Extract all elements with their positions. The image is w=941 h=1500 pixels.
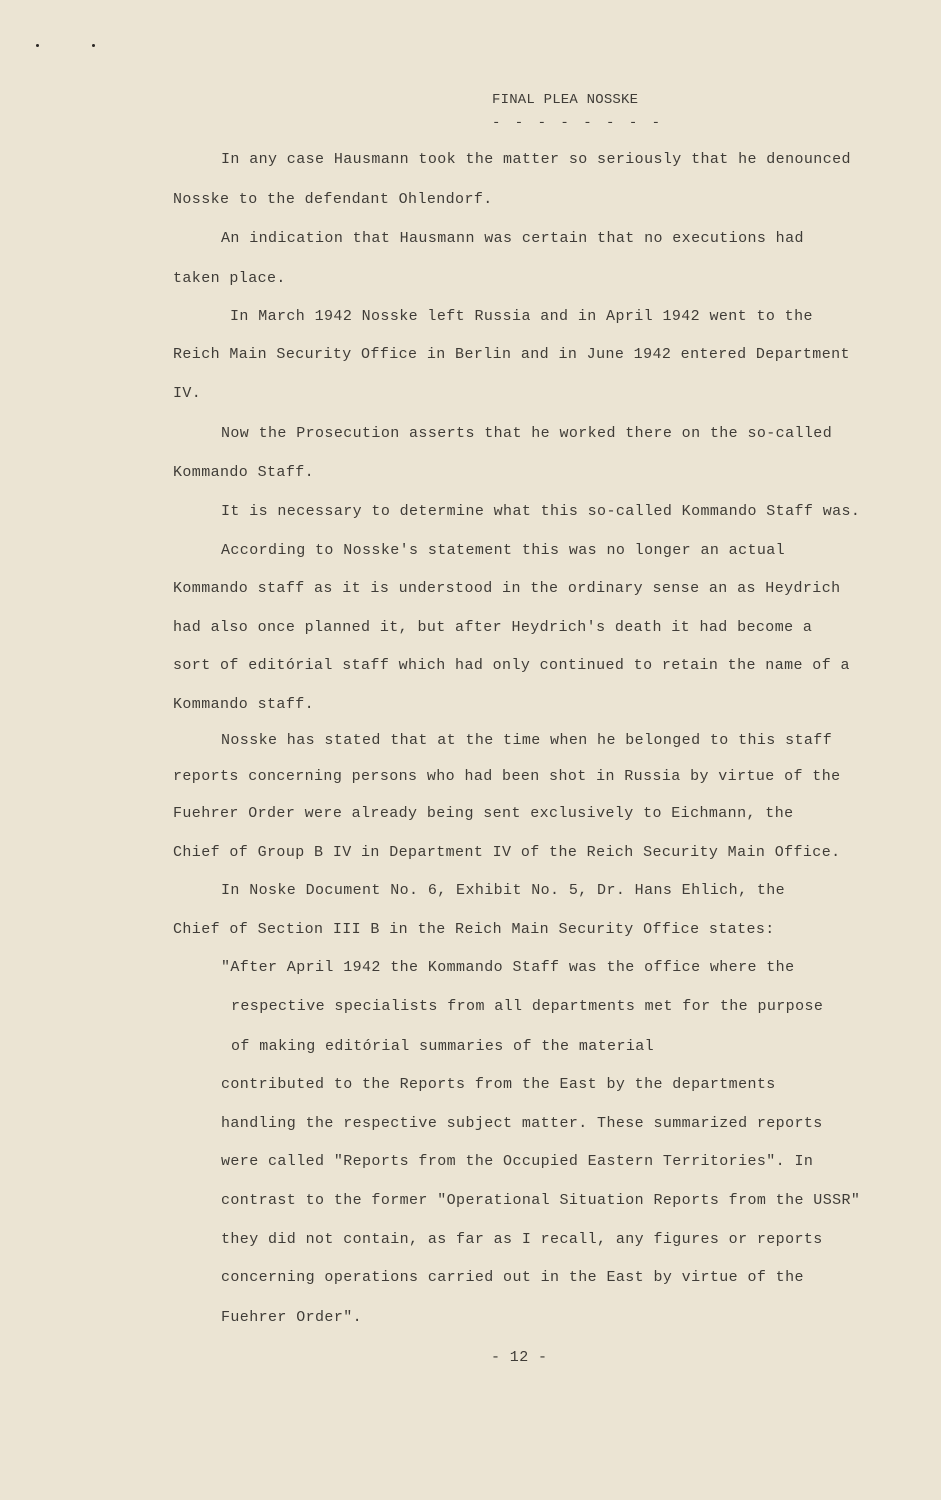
- paragraph-7-line-2: reports concerning persons who had been shot in Russia by virtue of the: [173, 768, 841, 785]
- paragraph-4-line-2: Kommando Staff.: [173, 464, 315, 481]
- title-underline: - - - - - - - -: [492, 115, 664, 131]
- quote-line-10: Fuehrer Order".: [221, 1309, 363, 1326]
- paragraph-2-line-1: An indication that Hausmann was certain that no executions had: [221, 230, 804, 247]
- paragraph-1-line-2: Nosske to the defendant Ohlendorf.: [173, 191, 493, 208]
- quote-line-1: "After April 1942 the Kommando Staff was the office where the: [221, 959, 795, 976]
- paragraph-6-line-1: According to Nosske's statement this was no longer an actual: [221, 542, 786, 559]
- paper-mark: [36, 44, 39, 47]
- paper-mark: [92, 44, 95, 47]
- quote-line-5: handling the respective subject matter. These summarized reports: [221, 1115, 823, 1132]
- page-title: FINAL PLEA NOSSKE: [492, 92, 639, 108]
- paragraph-2-line-2: taken place.: [173, 270, 286, 287]
- paragraph-6-line-4: sort of editórial staff which had only continued to retain the name of a: [173, 657, 850, 674]
- page-number: - 12 -: [491, 1349, 548, 1366]
- paragraph-7-line-4: Chief of Group B IV in Department IV of the Reich Security Main Office.: [173, 844, 841, 861]
- quote-line-9: concerning operations carried out in the East by virtue of the: [221, 1269, 804, 1286]
- paragraph-5-line-1: It is necessary to determine what this so-called Kommando Staff was.: [221, 503, 861, 520]
- paragraph-6-line-3: had also once planned it, but after Heydrich's death it had become a: [173, 619, 813, 636]
- paragraph-8-line-2: Chief of Section III B in the Reich Main Security Office states:: [173, 921, 775, 938]
- quote-line-2: respective specialists from all departments met for the purpose: [231, 998, 824, 1015]
- quote-line-7: contrast to the former "Operational Situation Reports from the USSR": [221, 1192, 861, 1209]
- paragraph-4-line-1: Now the Prosecution asserts that he worked there on the so-called: [221, 425, 833, 442]
- paragraph-3-line-3: IV.: [173, 385, 202, 402]
- paragraph-3-line-1: In March 1942 Nosske left Russia and in April 1942 went to the: [230, 308, 813, 325]
- quote-line-3: of making editórial summaries of the material: [231, 1038, 655, 1055]
- paragraph-3-line-2: Reich Main Security Office in Berlin and in June 1942 entered Department: [173, 346, 850, 363]
- quote-line-6: were called "Reports from the Occupied Eastern Territories". In: [221, 1153, 814, 1170]
- paragraph-7-line-3: Fuehrer Order were already being sent exclusively to Eichmann, the: [173, 805, 794, 822]
- paragraph-1-line-1: In any case Hausmann took the matter so seriously that he denounced: [221, 151, 851, 168]
- quote-line-4: contributed to the Reports from the East by the departments: [221, 1076, 776, 1093]
- paragraph-6-line-2: Kommando staff as it is understood in the ordinary sense an as Heydrich: [173, 580, 841, 597]
- paragraph-8-line-1: In Noske Document No. 6, Exhibit No. 5, Dr. Hans Ehlich, the: [221, 882, 786, 899]
- paragraph-6-line-5: Kommando staff.: [173, 696, 315, 713]
- quote-line-8: they did not contain, as far as I recall, any figures or reports: [221, 1231, 823, 1248]
- paragraph-7-line-1: Nosske has stated that at the time when he belonged to this staff: [221, 732, 833, 749]
